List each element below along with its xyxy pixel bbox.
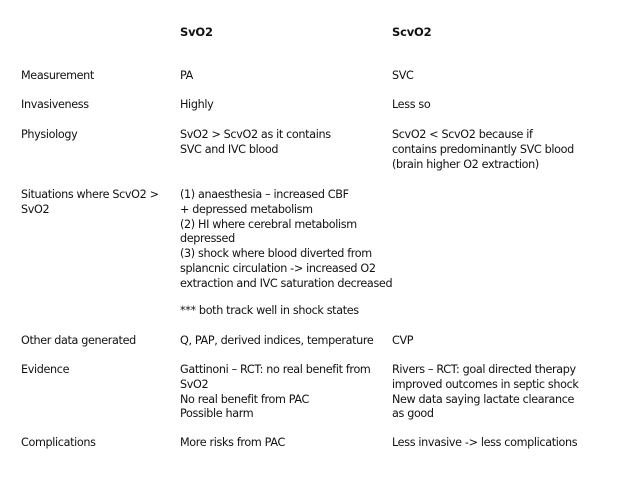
evidence-svo2-line: Possible harm [180, 407, 254, 421]
situations-svo2-line: splancnic circulation -> increased O2 [180, 261, 376, 275]
situations-label-line: Situations where ScvO2 > [21, 188, 159, 201]
situations-svo2-line: extraction and IVC saturation decreased [180, 276, 393, 290]
situations-note: *** both track well in shock states [180, 304, 359, 317]
situations-svo2-line: + depressed metabolism [180, 202, 313, 216]
situations-svo2-line: depressed [180, 232, 235, 246]
evidence-svo2 [180, 363, 370, 422]
invasiveness-scvo2: Less so [392, 98, 431, 111]
physiology-scvo2-line: ScvO2 < ScvO2 because if [392, 128, 533, 141]
physiology-svo2-line: SVC and IVC blood [180, 142, 279, 156]
other-data-svo2: Q, PAP, derived indices, temperature [180, 334, 374, 347]
measurement-svo2: PA [180, 69, 193, 82]
other-data-scvo2: CVP [392, 334, 414, 347]
row-label-situations [21, 188, 159, 218]
situations-label-line: SvO2 [21, 202, 50, 216]
row-label-other-data: Other data generated [21, 334, 136, 347]
situations-svo2-line: (3) shock where blood diverted from [180, 247, 372, 261]
physiology-svo2 [180, 128, 331, 158]
situations-svo2-line: (1) anaesthesia – increased CBF [180, 188, 349, 201]
evidence-scvo2-line: improved outcomes in septic shock [392, 377, 579, 391]
evidence-scvo2 [392, 363, 579, 422]
row-label-complications: Complications [21, 436, 96, 449]
evidence-svo2-line: Gattinoni – RCT: no real benefit from [180, 363, 371, 376]
complications-scvo2: Less invasive -> less complications [392, 436, 578, 449]
evidence-svo2-line: No real benefit from PAC [180, 392, 309, 406]
evidence-scvo2-line: New data saying lactate clearance [392, 392, 575, 406]
physiology-scvo2-line: (brain higher O2 extraction) [392, 157, 539, 171]
complications-svo2: More risks from PAC [180, 436, 285, 449]
evidence-scvo2-line: Rivers – RCT: goal directed therapy [392, 363, 576, 376]
row-label-physiology: Physiology [21, 128, 78, 141]
header-svo2: SvO2 [180, 25, 213, 39]
physiology-scvo2-line: contains predominantly SVC blood [392, 142, 574, 156]
evidence-scvo2-line: as good [392, 407, 434, 421]
row-label-evidence: Evidence [21, 363, 70, 376]
measurement-scvo2: SVC [392, 69, 414, 82]
situations-svo2 [180, 188, 392, 292]
invasiveness-svo2: Highly [180, 98, 214, 111]
physiology-svo2-line: SvO2 > ScvO2 as it contains [180, 128, 331, 141]
evidence-svo2-line: SvO2 [180, 377, 209, 391]
row-label-invasiveness: Invasiveness [21, 98, 89, 111]
row-label-measurement: Measurement [21, 69, 94, 82]
physiology-scvo2 [392, 128, 574, 172]
header-scvo2: ScvO2 [392, 25, 432, 39]
situations-svo2-line: (2) HI where cerebral metabolism [180, 217, 357, 231]
